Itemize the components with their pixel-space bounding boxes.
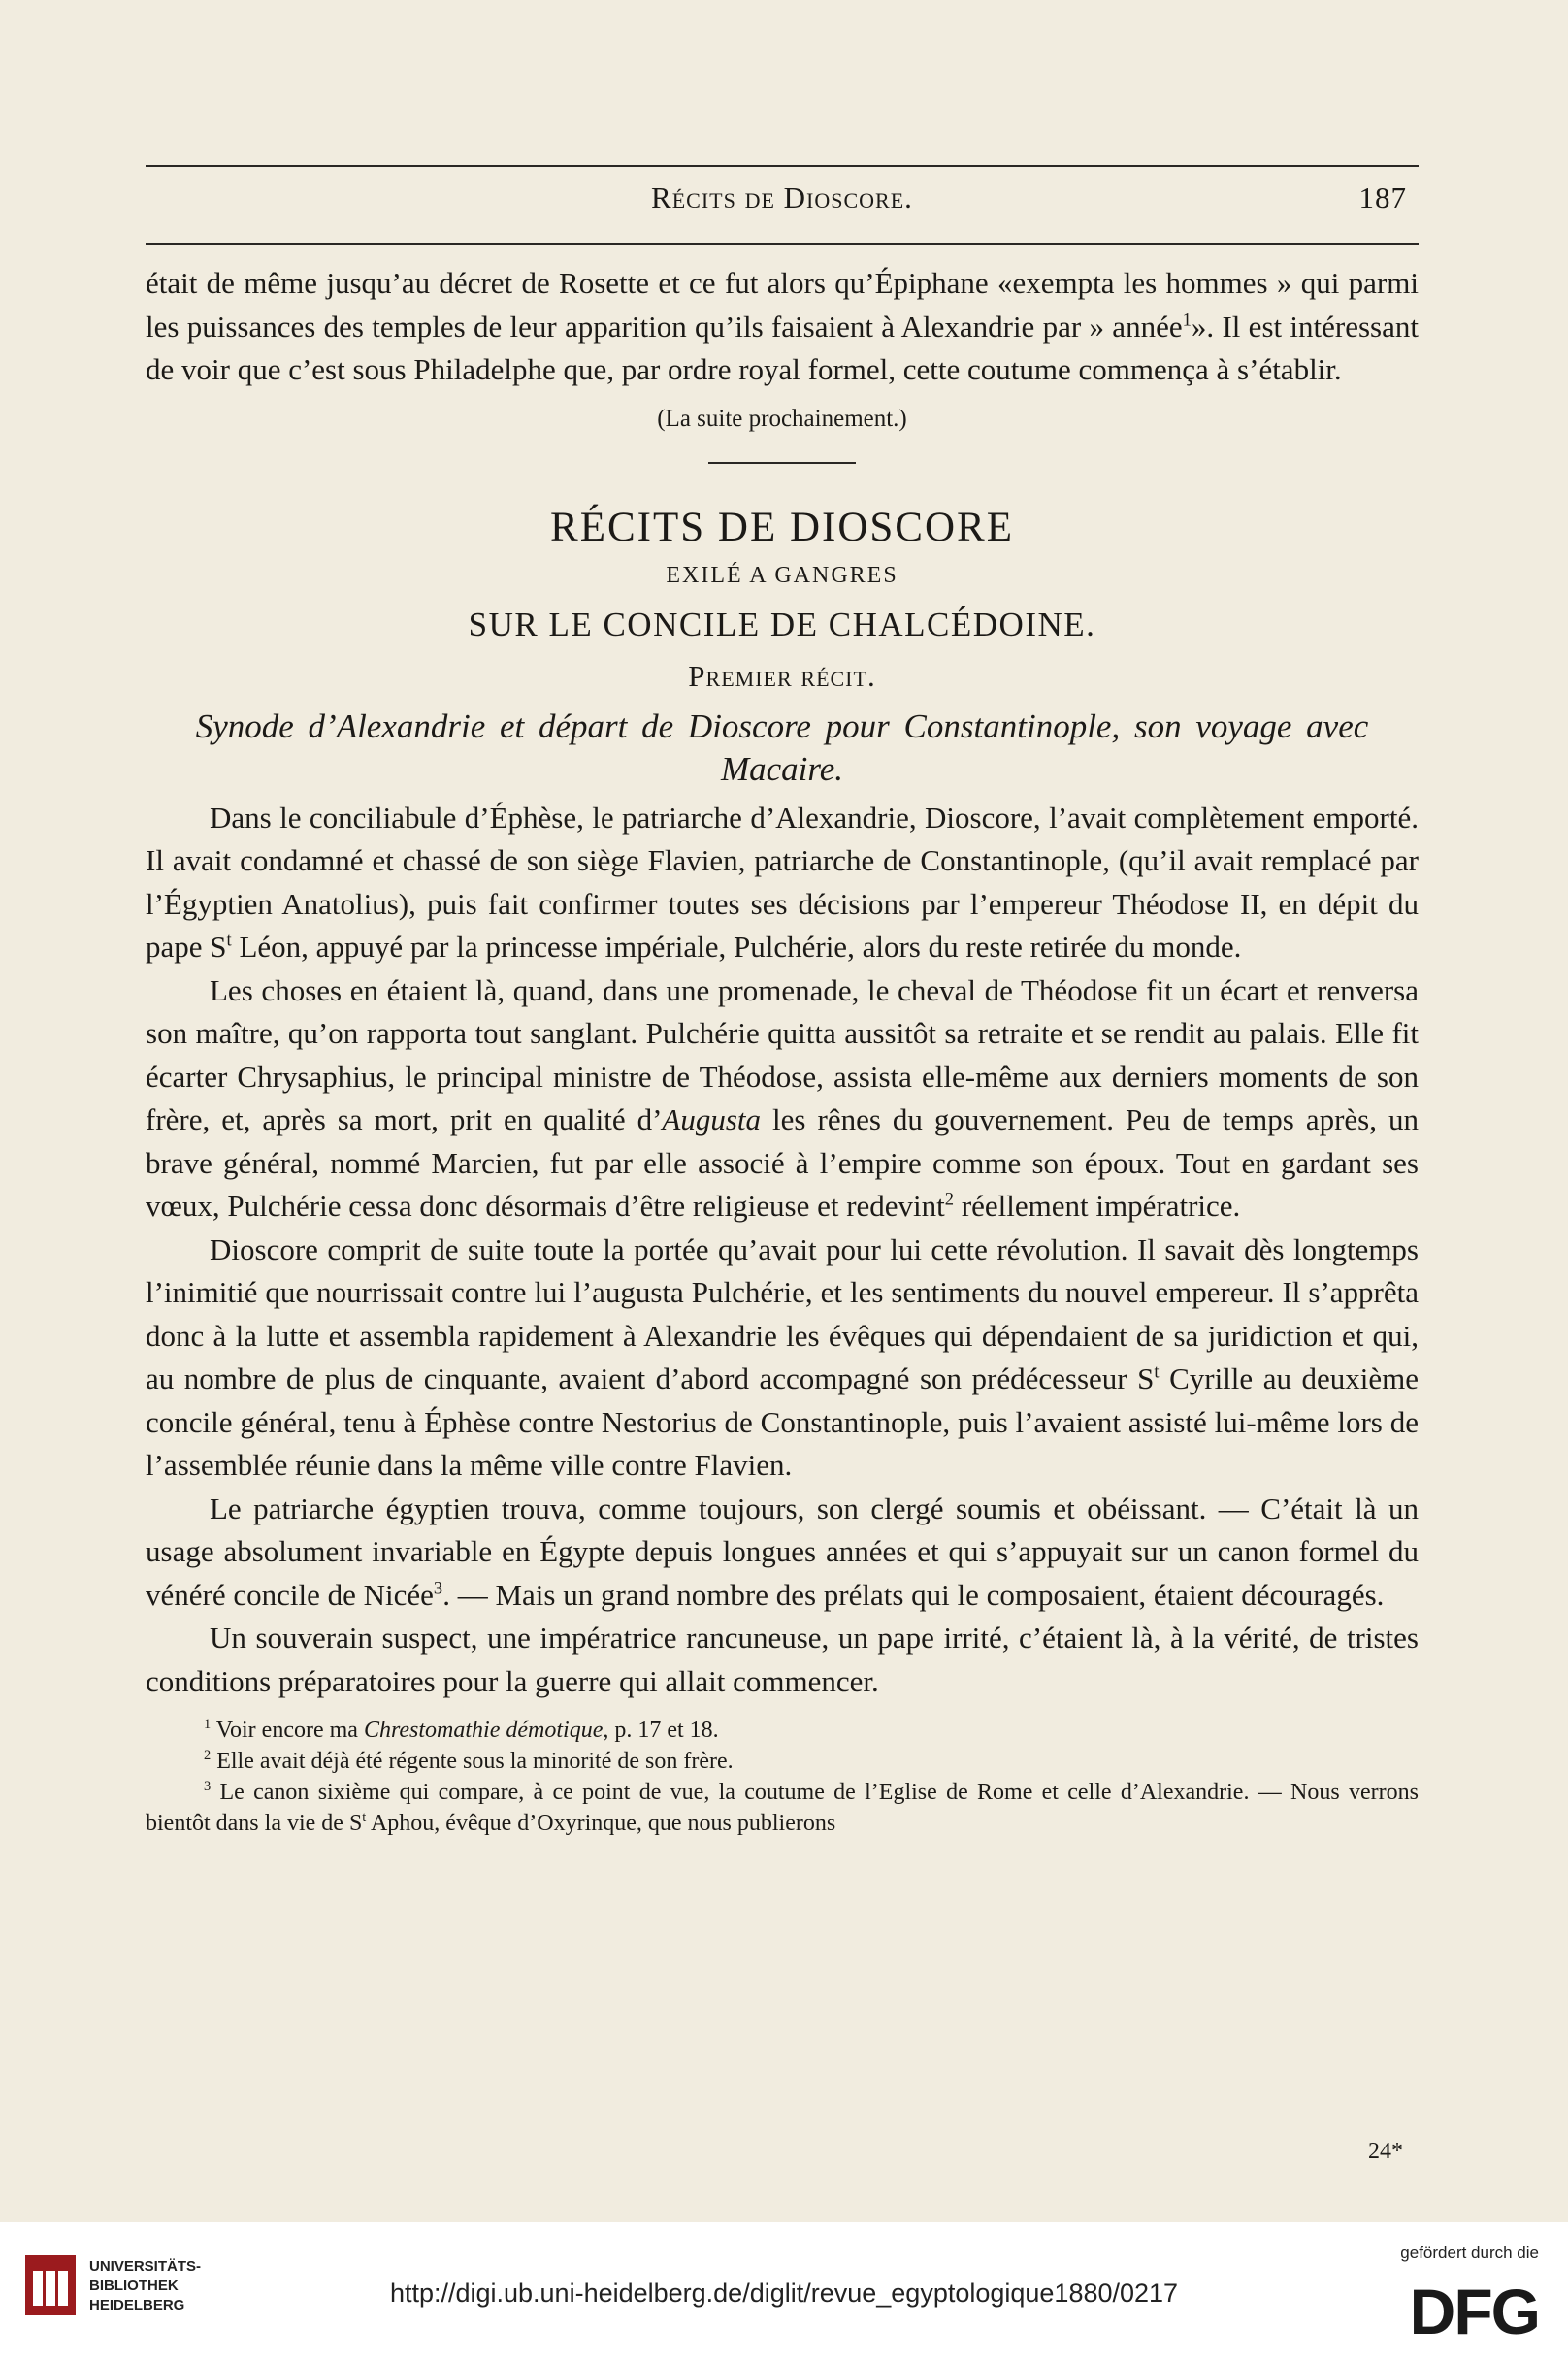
chapter-heading: Synode d’Alexandrie et départ de Dioscore pour Constantinople, son voyage avec Macaire. xyxy=(195,706,1369,788)
funded-by-label: gefördert durch die xyxy=(1400,2244,1539,2262)
intro-paragraph: était de même jusqu’au décret de Rosette et ce fut alors qu’Épiphane «exempta les hommes » qui parmi les puissances des temples de leur apparition qu’ils faisaient à Alexandrie par » année$^1$». Il est intéressant de voir que c’est sous Philadelphe que, par ordre royal formel, cette coutume commença à s’établir. xyxy=(146,266,1419,386)
signature-mark: 24* xyxy=(1368,2139,1403,2164)
footnote-ref[interactable]: 2 xyxy=(944,1189,955,1210)
footnote-ref[interactable]: 3 xyxy=(433,1578,443,1599)
library-footer xyxy=(0,2222,1568,2360)
footnote-1: $^1$ Voir encore ma Chrestomathie démotique, p. 17 et 18. xyxy=(204,1717,719,1743)
paragraph-3: Dioscore comprit de suite toute la portée qu’avait pour lui cette révolution. Il savait dès longtemps l’inimitié que nourrissait contre lui l’augusta Pulchérie, et les sentiments du nouvel empereur. Il s’apprêta donc à la lutte et assembla rapidement à Alexandrie les évêques qui dépendaient de sa juridiction et qui, au nombre de plus de cinquante, avaient d’abord accompagné son prédécesseur $S^t$ Cyrille au deuxième concile général, tenu à Éphèse contre Nestorius de Constantinople, puis l’avaient assisté lui-même lors de l’assemblée réunie dans la même ville contre Flavien. xyxy=(146,1231,1419,1482)
permalink-url[interactable]: http://digi.ub.uni-heidelberg.de/diglit/revue_egyptologique1880/0217 xyxy=(389,2278,1179,2308)
footnotes xyxy=(146,1715,1419,1839)
continued-note: (La suite prochainement.) xyxy=(657,405,907,432)
header-rule xyxy=(146,243,1419,245)
running-title: Récits de Dioscore. xyxy=(651,180,913,214)
dfg-logo: DFG xyxy=(1409,2276,1539,2347)
paragraph-1: Dans le conciliabule d’Éphèse, le patriarche d’Alexandrie, Dioscore, l’avait complètement emporté. Il avait condamné et chassé de son siège Flavien, patriarche de Constantinople, (qu’il avait remplacé par l’Égyptien Anatolius), puis fait confirmer toutes ses décisions par l’empereur Théodose II, en dépit du pape $S^t$ Léon, appuyé par la princesse impériale, Pulchérie, alors du reste retirée du monde. xyxy=(146,800,1419,964)
page-number: 187 xyxy=(1358,180,1407,214)
section-divider xyxy=(708,462,856,464)
footnote-ref[interactable]: 1 xyxy=(1182,310,1192,331)
top-rule xyxy=(146,165,1419,167)
footnote-2: $^2$ Elle avait déjà été régente sous la minorité de son frère. xyxy=(204,1748,734,1774)
university-library-name: UNIVERSITÄTS- BIBLIOTHEK HEIDELBERG xyxy=(89,2258,202,2313)
article-title: RÉCITS DE DIOSCORE xyxy=(550,504,1014,550)
running-head xyxy=(146,180,1419,223)
paragraph-5: Un souverain suspect, une impératrice rancuneuse, un pape irrité, c’étaient là, à la vérité, de tristes conditions préparatoires pour la guerre qui allait commencer. xyxy=(146,1621,1419,1698)
paragraph-4: Le patriarche égyptien trouva, comme toujours, son clergé soumis et obéissant. — C’était là un usage absolument invariable en Égypte depuis longues années et qui s’appuyait sur un canon formel du vénéré concile de Nicée$^3$. — Mais un grand nombre des prélats qui le composaient, étaient découragés. xyxy=(146,1491,1419,1612)
article-subtitle-first-account: Premier récit. xyxy=(688,658,876,693)
paragraph-2: Les choses en étaient là, quand, dans une promenade, le cheval de Théodose fit un écart et renversa son maître, qu’on rapporta tout sanglant. Pulchérie quitta aussitôt sa retraite et se rendit au palais. Elle fit écarter Chrysaphius, le principal ministre de Théodose, assista elle-même aux derniers moments de son frère, et, après sa mort, prit en qualité d’Augusta les rênes du gouvernement. Peu de temps après, un brave général, nommé Marcien, fut par elle associé à l’empire comme son époux. Tout en gardant ses vœux, Pulchérie cessa donc désormais d’être religieuse et redevint$^2$ réellement impératrice. xyxy=(146,972,1419,1223)
text-column xyxy=(146,262,1419,1839)
footnote-3: $^3$ Le canon sixième qui compare, à ce point de vue, la coutume de l’Eglise de Rome et celle d’Alexandrie. — Nous verrons bientôt dans la vie de $S^t$ Aphou, évêque d’Oxyrinque, que nous publierons xyxy=(146,1779,1419,1836)
article-subtitle-exile: EXILÉ A GANGRES xyxy=(666,562,898,588)
article-subtitle-council: SUR LE CONCILE DE CHALCÉDOINE. xyxy=(468,605,1096,643)
